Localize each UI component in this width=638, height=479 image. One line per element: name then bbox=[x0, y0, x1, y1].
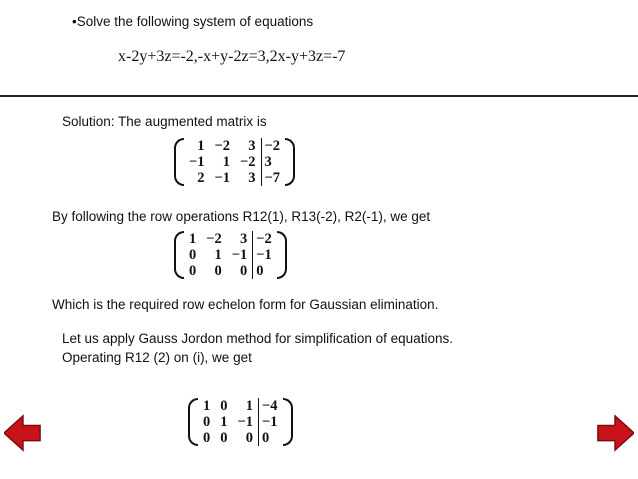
matrix-cell: 1 bbox=[203, 398, 211, 414]
matrix-cell: 0 bbox=[203, 414, 211, 430]
matrix-body bbox=[198, 398, 283, 446]
left-paren bbox=[174, 138, 184, 186]
matrix-row bbox=[184, 263, 277, 279]
matrix-cell: −1 bbox=[237, 414, 254, 430]
left-arrow-icon[interactable] bbox=[4, 414, 42, 452]
right-paren bbox=[285, 138, 295, 186]
right-arrow-icon[interactable] bbox=[596, 414, 634, 452]
matrix-row bbox=[198, 398, 283, 414]
echelon-form-text: Which is the required row echelon form for Gaussian elimination. bbox=[52, 297, 439, 312]
matrix-augmented-cell: 0 bbox=[253, 263, 277, 279]
matrix-augmented-cell: 0 bbox=[259, 430, 283, 446]
matrix-cell: 2 bbox=[197, 170, 205, 186]
right-paren bbox=[277, 231, 287, 279]
echelon-matrix bbox=[174, 231, 287, 279]
matrix-cell: 0 bbox=[240, 263, 248, 279]
matrix-augmented-cell: 3 bbox=[261, 154, 285, 170]
gauss-jordan-text: Let us apply Gauss Jordon method for simplification of equations. bbox=[62, 331, 453, 346]
matrix-cell: −2 bbox=[214, 138, 231, 154]
matrix-row bbox=[184, 231, 277, 247]
matrix-augmented-cell: −1 bbox=[253, 247, 277, 263]
matrix-cell: 0 bbox=[245, 430, 254, 446]
matrix-cell: −1 bbox=[231, 247, 248, 263]
matrix-augmented-cell: −4 bbox=[259, 398, 283, 414]
right-paren bbox=[283, 398, 293, 446]
left-paren bbox=[174, 231, 184, 279]
matrix-body bbox=[184, 138, 285, 186]
matrix-row bbox=[184, 170, 285, 186]
augmented-matrix bbox=[174, 138, 295, 186]
matrix-row bbox=[184, 154, 285, 170]
matrix-row bbox=[184, 138, 285, 154]
slide-title: •Solve the following system of equations bbox=[72, 14, 314, 29]
matrix-augmented-cell: −1 bbox=[259, 414, 283, 430]
matrix-cell: −1 bbox=[214, 170, 231, 186]
matrix-row bbox=[184, 247, 277, 263]
left-paren bbox=[188, 398, 198, 446]
reduced-matrix bbox=[188, 398, 293, 446]
solution-intro: Solution: The augmented matrix is bbox=[62, 114, 267, 129]
row-operations-text: By following the row operations R12(1), R13(-2), R2(-1), we get bbox=[52, 209, 431, 224]
matrix-augmented-cell: −2 bbox=[253, 231, 277, 247]
matrix-cell: 1 bbox=[220, 414, 228, 430]
matrix-cell: 3 bbox=[248, 138, 256, 154]
matrix-cell: 1 bbox=[245, 398, 254, 414]
equation-system: x-2y+3z=-2,-x+y-2z=3,2x-y+3z=-7 bbox=[118, 48, 346, 65]
operating-text: Operating R12 (2) on (i), we get bbox=[62, 350, 252, 365]
matrix-cell: −2 bbox=[240, 154, 256, 170]
matrix-row bbox=[198, 414, 283, 430]
matrix-cell: 3 bbox=[248, 170, 256, 186]
matrix-cell: −1 bbox=[189, 154, 205, 170]
matrix-cell: 0 bbox=[189, 263, 197, 279]
matrix-augmented-cell: −7 bbox=[261, 170, 285, 186]
matrix-cell: 0 bbox=[189, 247, 197, 263]
matrix-cell: 1 bbox=[197, 138, 205, 154]
matrix-augmented-cell: −2 bbox=[261, 138, 285, 154]
matrix-cell: 0 bbox=[203, 430, 211, 446]
matrix-cell: 1 bbox=[189, 231, 197, 247]
matrix-cell: 3 bbox=[240, 231, 248, 247]
matrix-cell: −2 bbox=[206, 231, 222, 247]
matrix-cell: 1 bbox=[214, 247, 222, 263]
matrix-row bbox=[198, 430, 283, 446]
divider bbox=[0, 95, 638, 97]
matrix-cell: 0 bbox=[220, 398, 228, 414]
matrix-body bbox=[184, 231, 277, 279]
matrix-cell: 0 bbox=[220, 430, 228, 446]
matrix-cell: 1 bbox=[222, 154, 231, 170]
matrix-cell: 0 bbox=[214, 263, 222, 279]
